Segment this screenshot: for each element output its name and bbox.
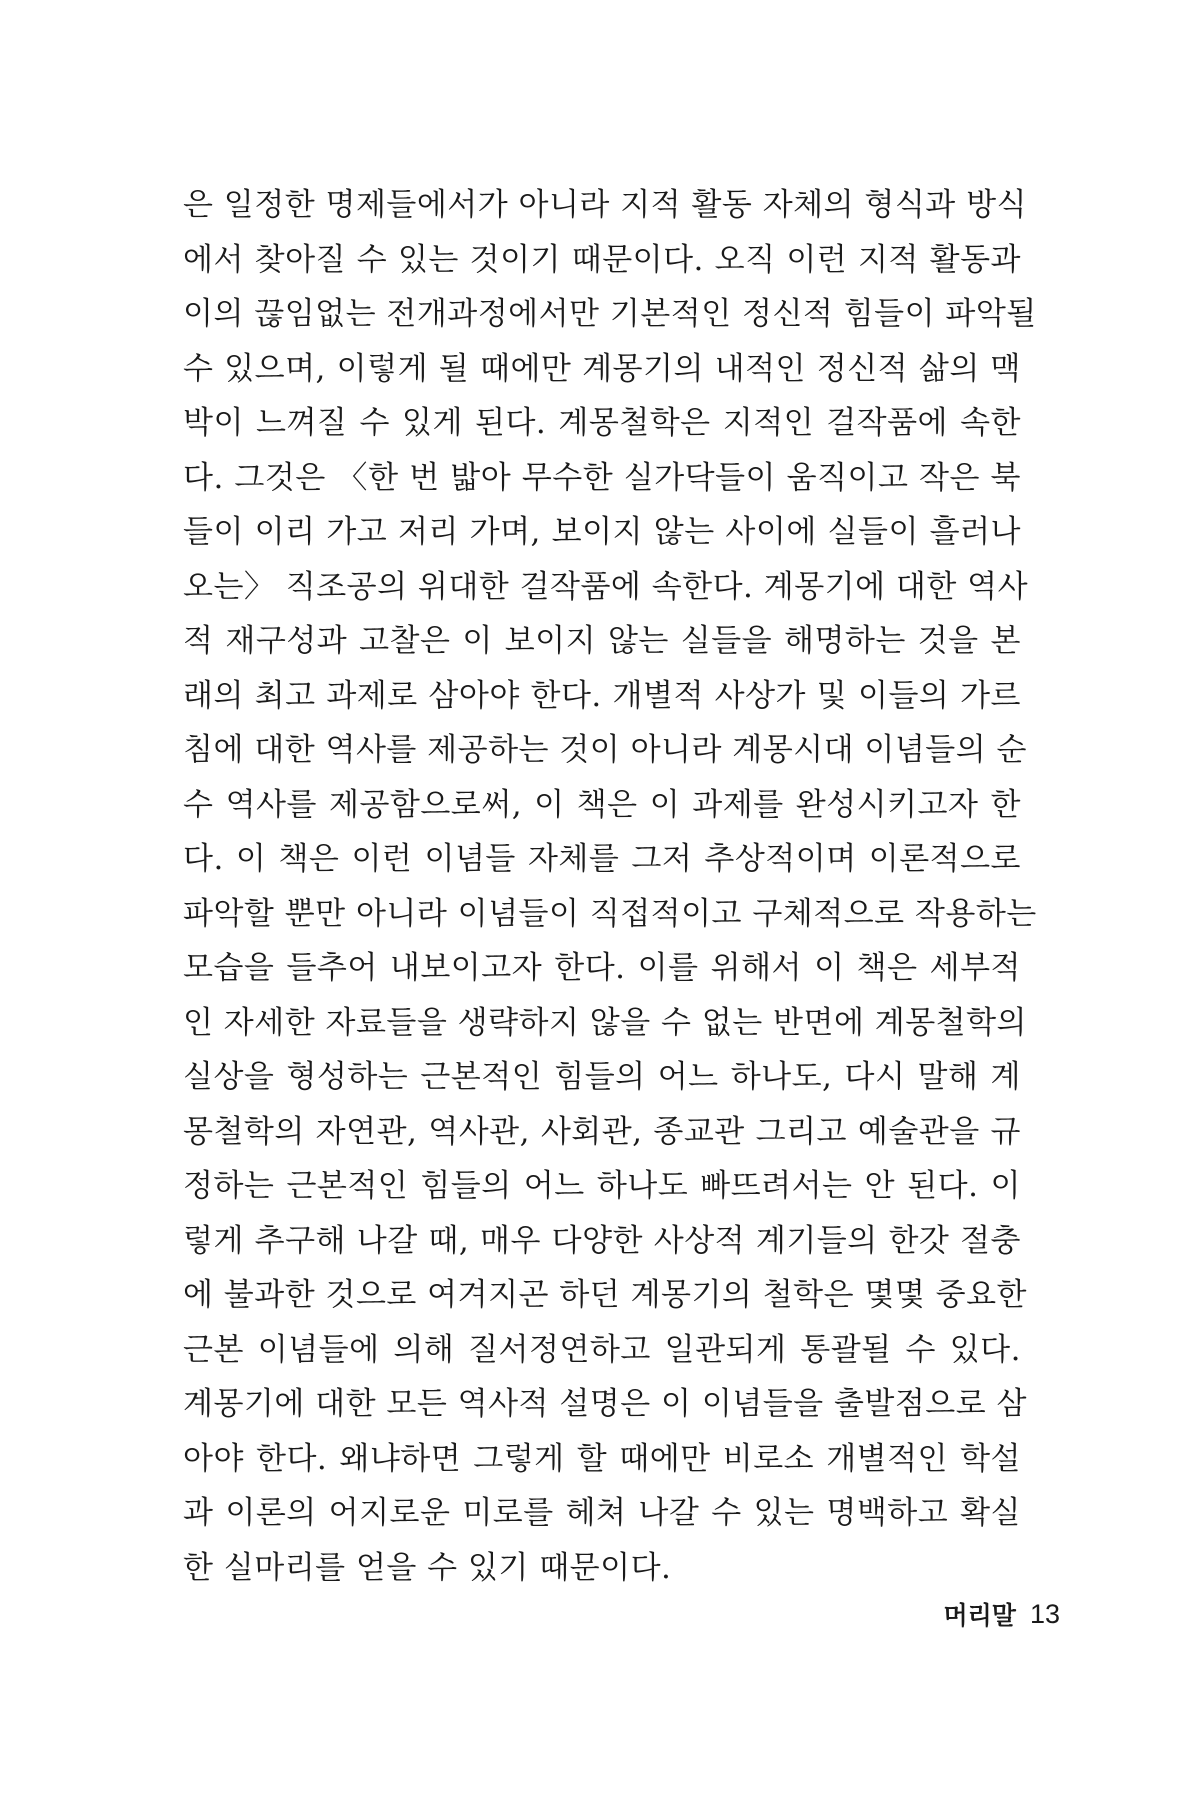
text-line: 들이 이리 가고 저리 가며, 보이지 않는 사이에 실들이 흘러나: [183, 514, 1021, 550]
text-line: 수 있으며, 이렇게 될 때에만 계몽기의 내적인 정신적 삶의 맥: [183, 350, 1021, 387]
page-number: 13: [1029, 1598, 1060, 1629]
section-label: 머리말: [943, 1601, 1016, 1630]
text-line: 에서 찾아질 수 있는 것이기 때문이다. 오직 이런 지적 활동과: [183, 241, 1021, 278]
text-line: 에 불과한 것으로 여겨지곤 하던 계몽기의 철학은 몇몇 중요한: [183, 1277, 1027, 1313]
text-line: 래의 최고 과제로 삼아야 한다. 개별적 사상가 및 이들의 가르: [183, 677, 1021, 714]
running-footer: [860, 1592, 1060, 1636]
text-line: 근본 이념들에 의해 질서정연하고 일관되게 통괄될 수 있다.: [183, 1331, 1021, 1368]
text-line: 파악할 뿐만 아니라 이념들이 직접적이고 구체적으로 작용하는: [183, 895, 1037, 932]
text-line: 렇게 추구해 나갈 때, 매우 다양한 사상적 계기들의 한갓 절충: [183, 1222, 1021, 1259]
text-line: 계몽기에 대한 모든 역사적 설명은 이 이념들을 출발점으로 삼: [183, 1386, 1027, 1422]
text-line: 은 일정한 명제들에서가 아니라 지적 활동 자체의 형식과 방식: [183, 187, 1027, 223]
text-line: 한 실마리를 얻을 수 있기 때문이다.: [183, 1549, 672, 1586]
text-line: 몽철학의 자연관, 역사관, 사회관, 종교관 그리고 예술관을 규: [183, 1113, 1021, 1150]
text-line: 적 재구성과 고찰은 이 보이지 않는 실들을 해명하는 것을 본: [183, 623, 1021, 659]
text-line: 과 이론의 어지로운 미로를 헤쳐 나갈 수 있는 명백하고 확실: [183, 1495, 1021, 1531]
text-line: 다. 그것은 〈한 번 밟아 무수한 실가닥들이 움직이고 작은 북: [183, 459, 1021, 496]
text-line: 아야 한다. 왜냐하면 그렇게 할 때에만 비로소 개별적인 학설: [183, 1440, 1021, 1477]
text-line: 실상을 형성하는 근본적인 힘들의 어느 하나도, 다시 말해 계: [183, 1059, 1021, 1095]
text-line: 오는〉 직조공의 위대한 걸작품에 속한다. 계몽기에 대한 역사: [183, 568, 1029, 605]
body-paragraph: [183, 178, 1037, 1595]
text-line: 다. 이 책은 이런 이념들 자체를 그저 추상적이며 이론적으로: [183, 841, 1021, 877]
text-line: 인 자세한 자료들을 생략하지 않을 수 없는 반면에 계몽철학의: [183, 1004, 1027, 1041]
text-line: 침에 대한 역사를 제공하는 것이 아니라 계몽시대 이념들의 순: [183, 732, 1027, 768]
text-line: 박이 느껴질 수 있게 된다. 계몽철학은 지적인 걸작품에 속한: [183, 405, 1021, 441]
text-line: 정하는 근본적인 힘들의 어느 하나도 빠뜨려서는 안 된다. 이: [183, 1168, 1021, 1204]
text-line: 모습을 들추어 내보이고자 한다. 이를 위해서 이 책은 세부적: [183, 950, 1021, 986]
text-line: 이의 끊임없는 전개과정에서만 기본적인 정신적 힘들이 파악될: [183, 296, 1037, 332]
text-line: 수 역사를 제공함으로써, 이 책은 이 과제를 완성시키고자 한: [183, 786, 1021, 823]
